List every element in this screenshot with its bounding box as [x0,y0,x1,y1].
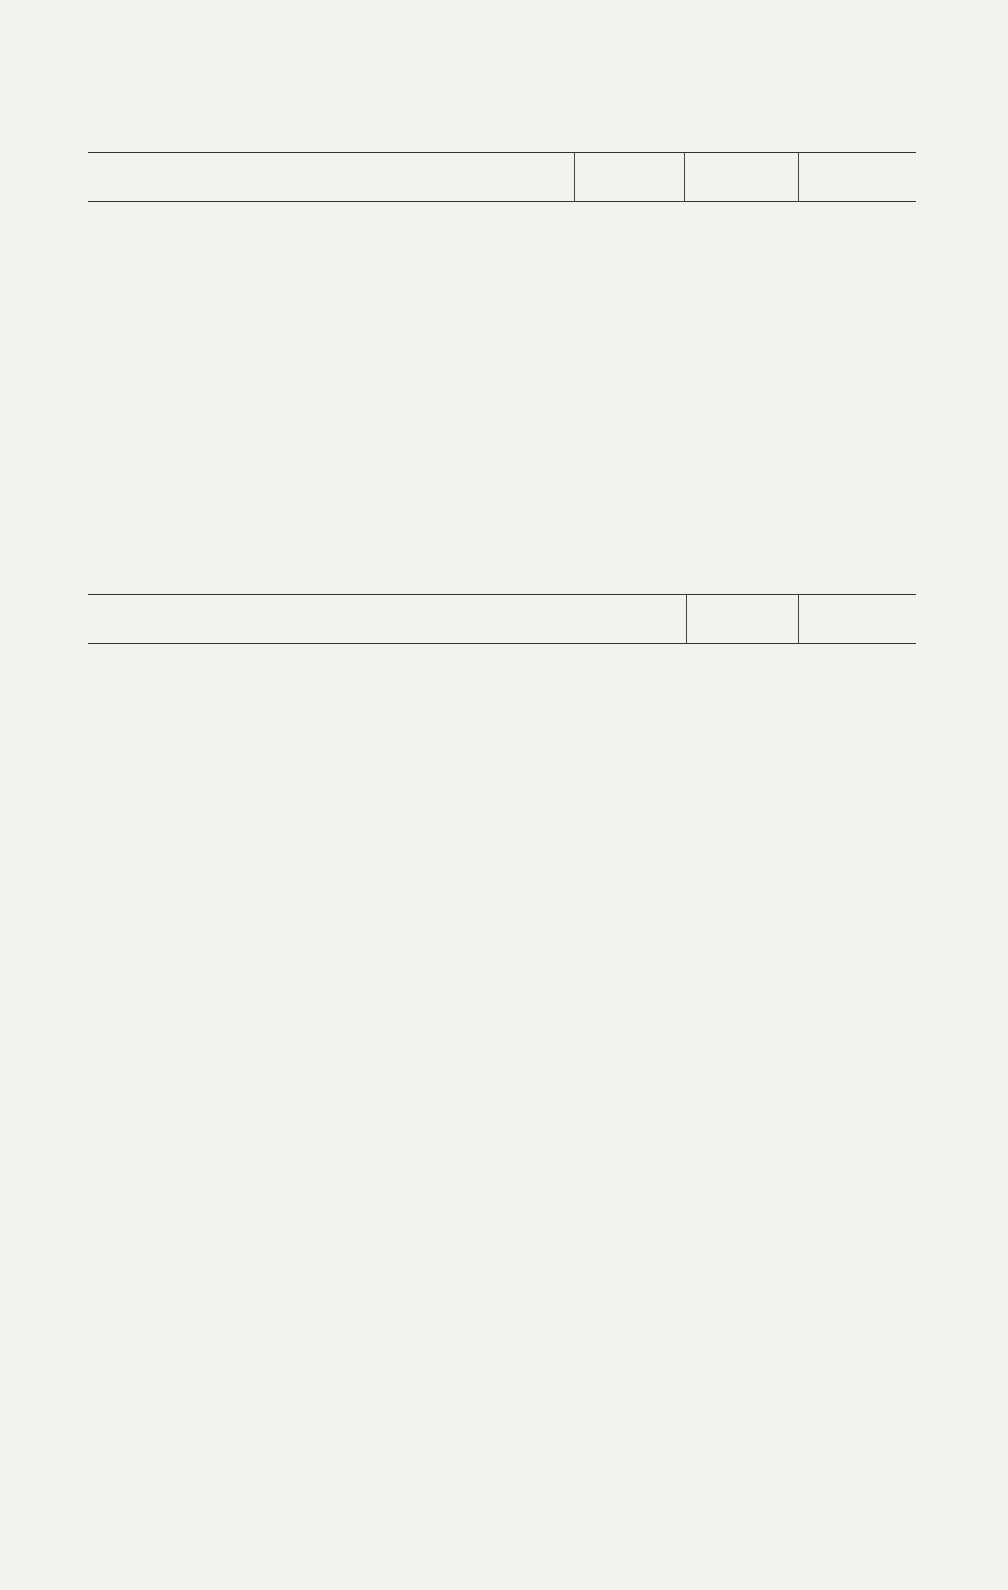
col-header-1918 [574,153,684,202]
expenditures-table-1921-1922 [88,594,916,644]
expenditures-table-1918-1920 [88,152,916,202]
table-header-row [88,153,916,202]
col-header-items [88,153,574,202]
table-header-row [88,595,916,644]
col-header-1921 [686,595,798,644]
col-header-1919 [684,153,798,202]
col-header-1920 [798,153,916,202]
col-header-items-blank [88,595,686,644]
col-header-1922 [798,595,916,644]
